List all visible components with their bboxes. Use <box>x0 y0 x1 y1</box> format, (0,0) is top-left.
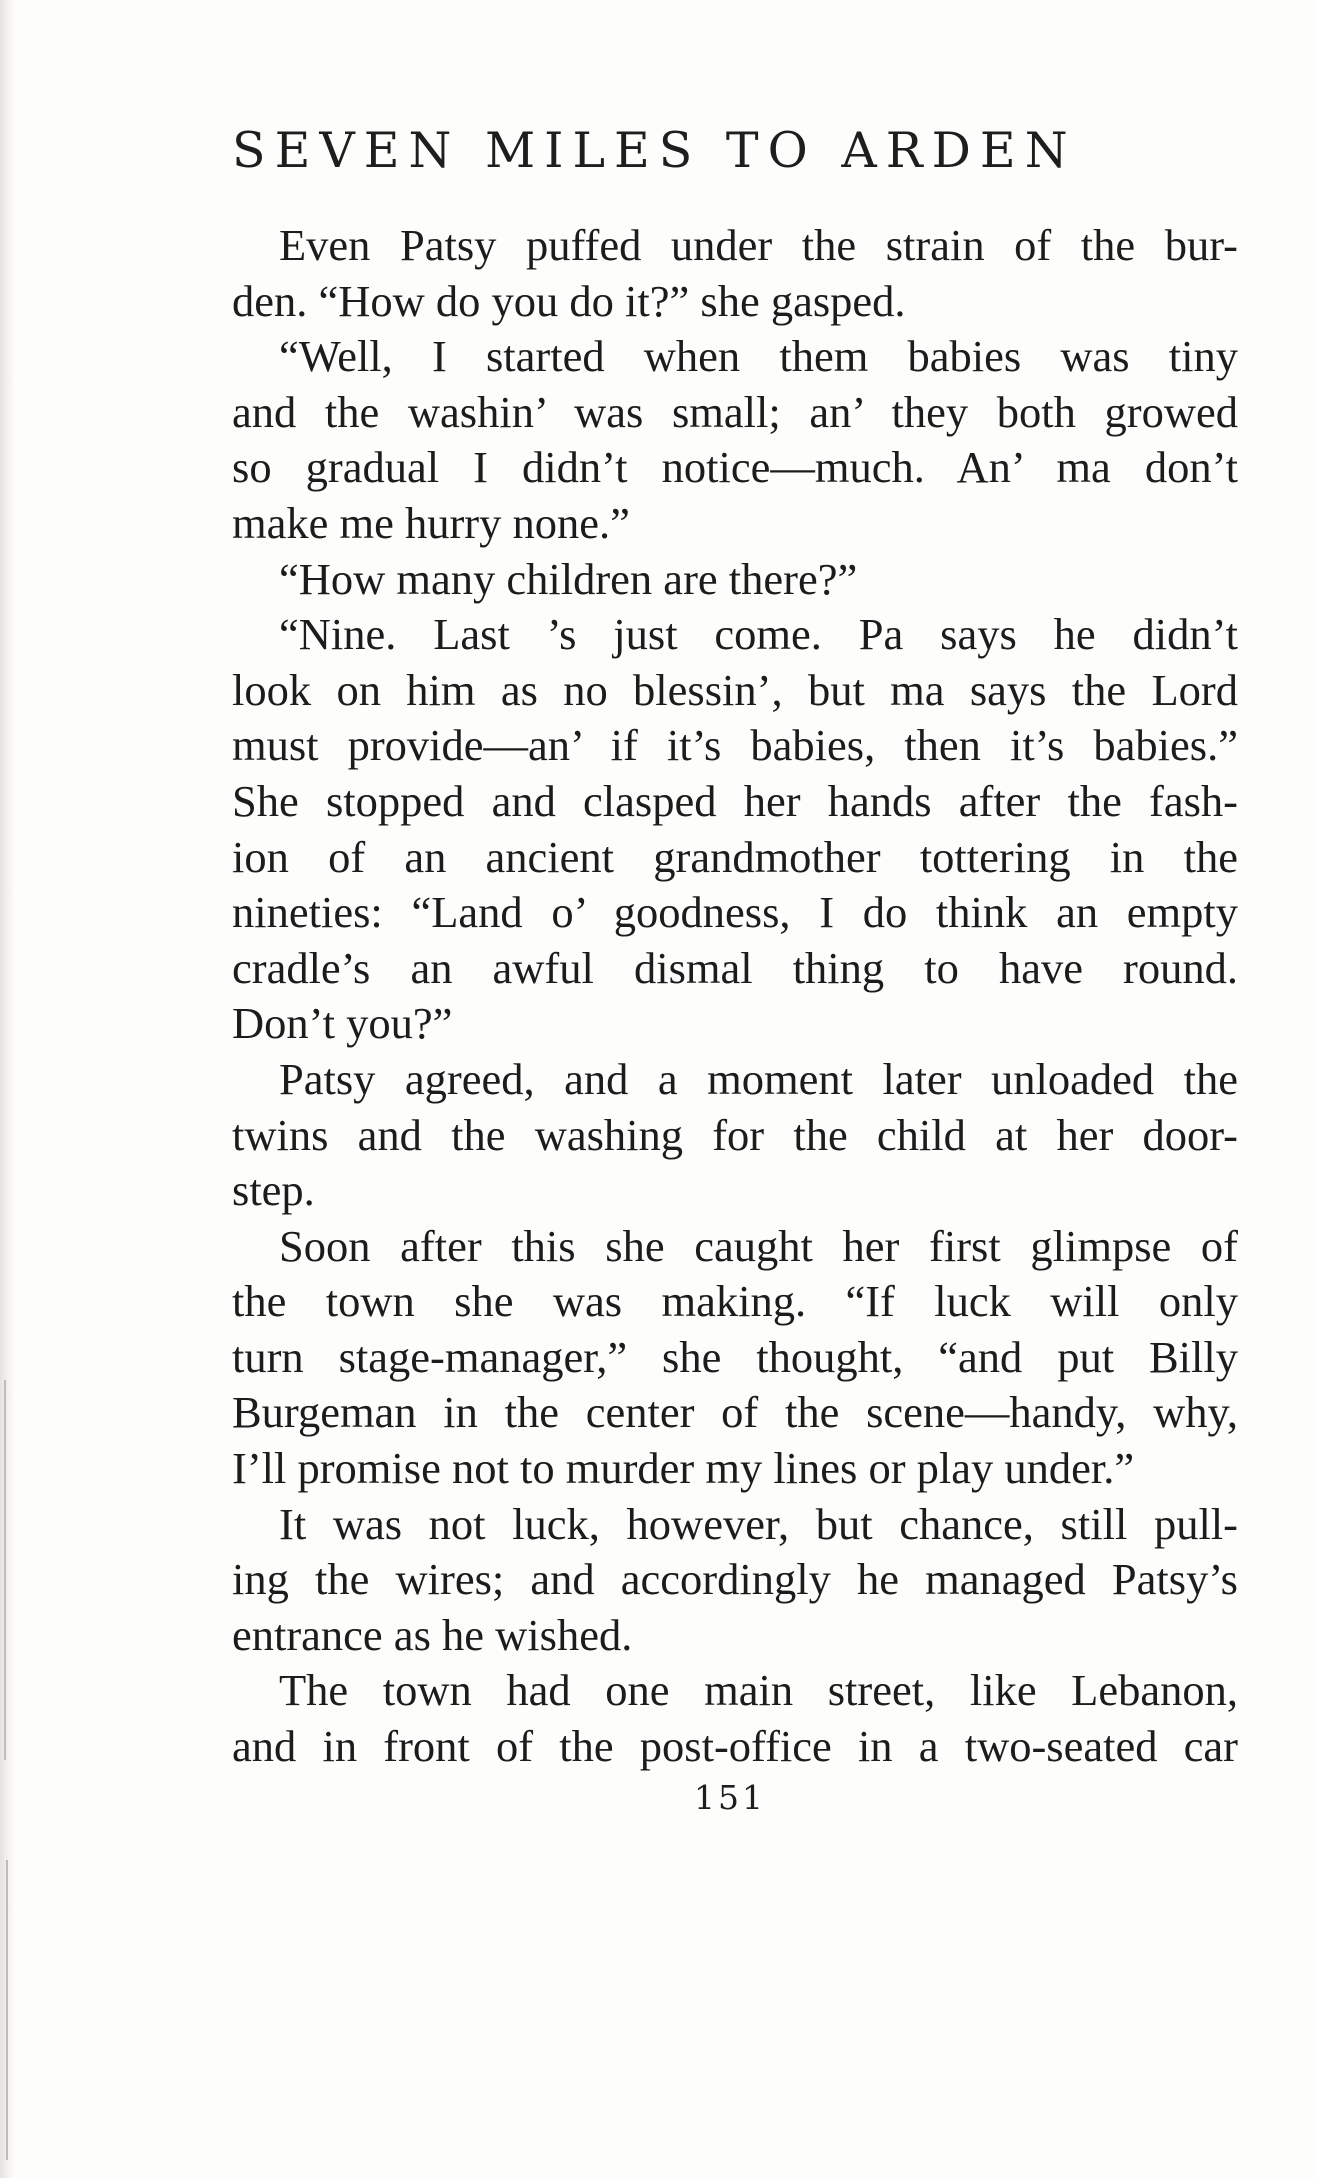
text-line: look on him as no blessin’, but ma says the Lord <box>232 664 1238 715</box>
text-line: must provide—an’ if it’s babies, then it’s babies.” <box>232 720 1238 771</box>
page-gutter-shadow <box>0 0 14 2178</box>
text-line: Even Patsy puffed under the strain of the bur- <box>279 220 1238 270</box>
binding-edge-mark <box>6 1860 8 2160</box>
text-line: and in front of the post-office in a two-seated car <box>232 1721 1238 1772</box>
text-line: den. “How do you do it?” she gasped. <box>232 275 906 326</box>
page-number: 151 <box>694 1778 766 1817</box>
text-line: so gradual I didn’t notice—much. An’ ma don’t <box>232 442 1238 493</box>
text-line: entrance as he wished. <box>232 1609 633 1660</box>
text-line: Don’t you?” <box>232 998 453 1049</box>
text-line: The town had one main street, like Lebanon, <box>279 1665 1238 1716</box>
text-line: Burgeman in the center of the scene—handy, why, <box>232 1387 1238 1438</box>
text-line: ing the wires; and accordingly he managed Patsy’s <box>232 1554 1238 1605</box>
text-line: ion of an ancient grandmother tottering in the <box>232 831 1238 882</box>
text-line: turn stage-manager,” she thought, “and put Billy <box>232 1331 1238 1382</box>
text-line: “How many children are there?” <box>279 553 858 604</box>
text-line: step. <box>232 1165 315 1216</box>
text-line: I’ll promise not to murder my lines or play under.” <box>232 1443 1135 1494</box>
text-line: Soon after this she caught her first glimpse of <box>279 1220 1238 1271</box>
running-head: SEVEN MILES TO ARDEN <box>232 122 1077 179</box>
text-line: make me hurry none.” <box>232 497 630 548</box>
text-line: twins and the washing for the child at her door- <box>232 1109 1238 1160</box>
text-line: She stopped and clasped her hands after the fash- <box>232 775 1238 826</box>
text-line: the town she was making. “If luck will only <box>232 1276 1238 1327</box>
text-line: “Well, I started when them babies was tiny <box>279 331 1238 382</box>
body-text <box>232 218 1238 1775</box>
text-line: and the washin’ was small; an’ they both growed <box>232 386 1238 437</box>
text-line: It was not luck, however, but chance, still pull- <box>279 1498 1238 1549</box>
text-line: nineties: “Land o’ goodness, I do think an empty <box>232 887 1238 938</box>
text-line: cradle’s an awful dismal thing to have round. <box>232 942 1238 993</box>
binding-edge-mark <box>4 1380 6 1760</box>
text-line: “Nine. Last ’s just come. Pa says he didn’t <box>279 609 1238 660</box>
text-line: Patsy agreed, and a moment later unloaded the <box>279 1053 1238 1104</box>
